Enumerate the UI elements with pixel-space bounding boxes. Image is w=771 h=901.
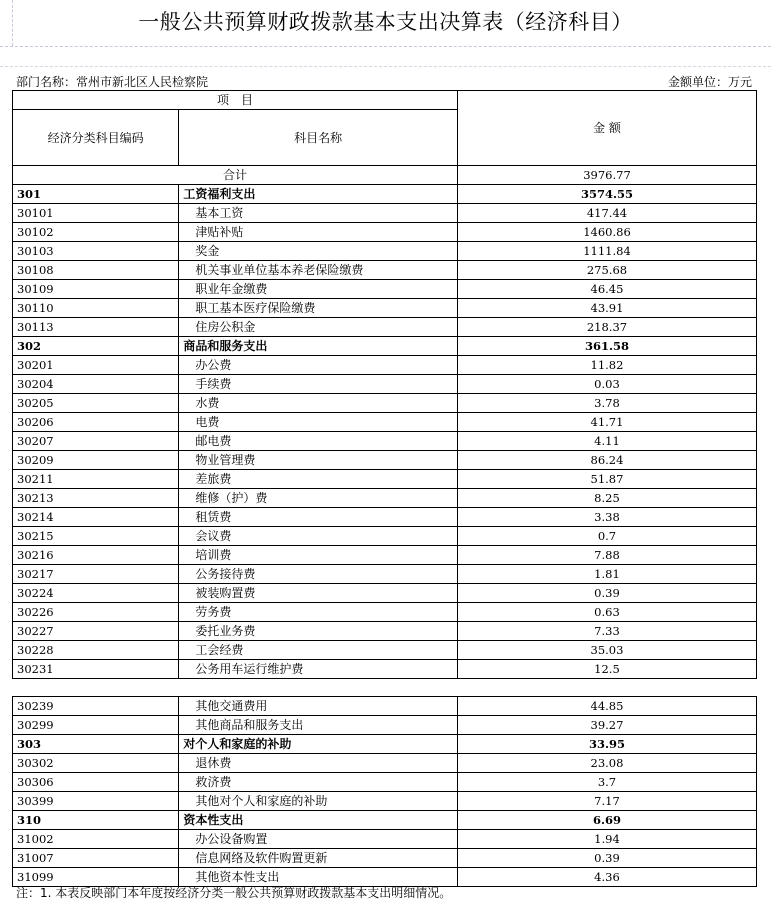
row-name: 基本工资 xyxy=(179,204,458,223)
table-row xyxy=(13,830,757,849)
row-code: 30228 xyxy=(13,641,179,660)
row-code: 30231 xyxy=(13,660,179,679)
table-row xyxy=(13,394,757,413)
row-name: 劳务费 xyxy=(179,603,458,622)
row-amount: 23.08 xyxy=(457,754,756,773)
row-amount: 33.95 xyxy=(457,735,756,754)
row-name: 手续费 xyxy=(179,375,458,394)
page-title: 一般公共预算财政拨款基本支出决算表（经济科目） xyxy=(138,10,633,34)
row-amount: 43.91 xyxy=(457,299,756,318)
row-name: 其他对个人和家庭的补助 xyxy=(179,792,458,811)
table-row xyxy=(13,451,757,470)
row-code: 30101 xyxy=(13,204,179,223)
table-row xyxy=(13,716,757,735)
row-amount: 1.81 xyxy=(457,565,756,584)
row-name: 水费 xyxy=(179,394,458,413)
row-amount: 0.63 xyxy=(457,603,756,622)
row-code: 30205 xyxy=(13,394,179,413)
row-name: 住房公积金 xyxy=(179,318,458,337)
row-amount: 39.27 xyxy=(457,716,756,735)
table-row xyxy=(13,204,757,223)
row-amount: 4.36 xyxy=(457,868,756,887)
table-row xyxy=(13,280,757,299)
row-code: 31007 xyxy=(13,849,179,868)
table-row xyxy=(13,754,757,773)
row-amount: 0.7 xyxy=(457,527,756,546)
row-code: 30109 xyxy=(13,280,179,299)
row-amount: 3.38 xyxy=(457,508,756,527)
header-name: 科目名称 xyxy=(179,110,458,166)
row-amount: 7.33 xyxy=(457,622,756,641)
row-name: 租赁费 xyxy=(179,508,458,527)
row-name: 津贴补贴 xyxy=(179,223,458,242)
row-name: 公务接待费 xyxy=(179,565,458,584)
total-label: 合计 xyxy=(13,166,458,185)
row-code: 30224 xyxy=(13,584,179,603)
row-amount: 0.39 xyxy=(457,584,756,603)
row-code: 30239 xyxy=(13,697,179,716)
row-amount: 361.58 xyxy=(457,337,756,356)
row-code: 301 xyxy=(13,185,179,204)
row-amount: 7.88 xyxy=(457,546,756,565)
table-row xyxy=(13,792,757,811)
row-code: 30206 xyxy=(13,413,179,432)
row-code: 30214 xyxy=(13,508,179,527)
row-amount: 1.94 xyxy=(457,830,756,849)
table-row xyxy=(13,735,757,754)
title-bar xyxy=(0,0,771,47)
table-row xyxy=(13,413,757,432)
row-amount: 8.25 xyxy=(457,489,756,508)
table-row xyxy=(13,849,757,868)
row-name: 工会经费 xyxy=(179,641,458,660)
table-row xyxy=(13,318,757,337)
row-amount: 1460.86 xyxy=(457,223,756,242)
row-code: 31002 xyxy=(13,830,179,849)
table-row xyxy=(13,375,757,394)
row-name: 其他交通费用 xyxy=(179,697,458,716)
row-amount: 12.5 xyxy=(457,660,756,679)
row-code: 310 xyxy=(13,811,179,830)
row-code: 30110 xyxy=(13,299,179,318)
table-row xyxy=(13,527,757,546)
footnote: 注：1. 本表反映部门本年度按经济分类一般公共预算财政拨款基本支出明细情况。 xyxy=(16,886,452,900)
row-name: 奖金 xyxy=(179,242,458,261)
row-code: 30226 xyxy=(13,603,179,622)
total-row xyxy=(13,166,757,185)
row-code: 303 xyxy=(13,735,179,754)
row-amount: 0.03 xyxy=(457,375,756,394)
row-amount: 41.71 xyxy=(457,413,756,432)
row-name: 救济费 xyxy=(179,773,458,792)
row-amount: 275.68 xyxy=(457,261,756,280)
table-row xyxy=(13,697,757,716)
table-row xyxy=(13,603,757,622)
row-code: 30204 xyxy=(13,375,179,394)
row-code: 30299 xyxy=(13,716,179,735)
row-name: 物业管理费 xyxy=(179,451,458,470)
row-amount: 7.17 xyxy=(457,792,756,811)
row-code: 30306 xyxy=(13,773,179,792)
row-name: 工资福利支出 xyxy=(179,185,458,204)
table-row xyxy=(13,432,757,451)
table-row xyxy=(13,489,757,508)
row-amount: 6.69 xyxy=(457,811,756,830)
row-code: 30215 xyxy=(13,527,179,546)
row-code: 30113 xyxy=(13,318,179,337)
table-row xyxy=(13,508,757,527)
row-name: 职业年金缴费 xyxy=(179,280,458,299)
row-amount: 44.85 xyxy=(457,697,756,716)
table-row xyxy=(13,660,757,679)
header-item: 项 目 xyxy=(13,91,458,110)
row-name: 商品和服务支出 xyxy=(179,337,458,356)
table-row xyxy=(13,185,757,204)
row-amount: 0.39 xyxy=(457,849,756,868)
table-row xyxy=(13,773,757,792)
table-row xyxy=(13,546,757,565)
row-name: 培训费 xyxy=(179,546,458,565)
row-amount: 35.03 xyxy=(457,641,756,660)
table-header-row xyxy=(13,91,757,110)
row-amount: 1111.84 xyxy=(457,242,756,261)
table-row xyxy=(13,223,757,242)
unit-label: 金额单位：万元 xyxy=(667,75,752,89)
row-name: 其他商品和服务支出 xyxy=(179,716,458,735)
row-code: 30108 xyxy=(13,261,179,280)
table-row xyxy=(13,261,757,280)
row-code: 30216 xyxy=(13,546,179,565)
row-amount: 3.7 xyxy=(457,773,756,792)
row-amount: 46.45 xyxy=(457,280,756,299)
row-name: 其他资本性支出 xyxy=(179,868,458,887)
table-row xyxy=(13,242,757,261)
header-amount: 金 额 xyxy=(457,91,756,166)
row-amount: 3574.55 xyxy=(457,185,756,204)
table-row xyxy=(13,622,757,641)
table-row xyxy=(13,811,757,830)
table-row xyxy=(13,356,757,375)
row-amount: 4.11 xyxy=(457,432,756,451)
row-code: 30399 xyxy=(13,792,179,811)
row-name: 对个人和家庭的补助 xyxy=(179,735,458,754)
row-name: 信息网络及软件购置更新 xyxy=(179,849,458,868)
table-row xyxy=(13,565,757,584)
total-amount: 3976.77 xyxy=(457,166,756,185)
table-row xyxy=(13,641,757,660)
row-name: 邮电费 xyxy=(179,432,458,451)
row-name: 电费 xyxy=(179,413,458,432)
row-name: 委托业务费 xyxy=(179,622,458,641)
row-amount: 218.37 xyxy=(457,318,756,337)
row-name: 差旅费 xyxy=(179,470,458,489)
row-name: 被装购置费 xyxy=(179,584,458,603)
table-row xyxy=(13,470,757,489)
row-code: 30302 xyxy=(13,754,179,773)
expenditure-table-continued xyxy=(12,696,757,887)
table-row xyxy=(13,584,757,603)
row-code: 30102 xyxy=(13,223,179,242)
row-code: 30227 xyxy=(13,622,179,641)
row-code: 302 xyxy=(13,337,179,356)
row-name: 职工基本医疗保险缴费 xyxy=(179,299,458,318)
row-amount: 51.87 xyxy=(457,470,756,489)
row-code: 30213 xyxy=(13,489,179,508)
department-label: 部门名称：常州市新北区人民检察院 xyxy=(16,75,209,89)
row-code: 30217 xyxy=(13,565,179,584)
row-name: 会议费 xyxy=(179,527,458,546)
table-row xyxy=(13,299,757,318)
expenditure-table xyxy=(12,90,757,679)
row-name: 公务用车运行维护费 xyxy=(179,660,458,679)
row-code: 30207 xyxy=(13,432,179,451)
row-name: 退休费 xyxy=(179,754,458,773)
header-code: 经济分类科目编码 xyxy=(13,110,179,166)
row-code: 30201 xyxy=(13,356,179,375)
row-code: 30103 xyxy=(13,242,179,261)
row-name: 办公设备购置 xyxy=(179,830,458,849)
row-name: 机关事业单位基本养老保险缴费 xyxy=(179,261,458,280)
table-row xyxy=(13,337,757,356)
page-divider xyxy=(0,66,771,73)
row-name: 办公费 xyxy=(179,356,458,375)
row-name: 资本性支出 xyxy=(179,811,458,830)
row-amount: 3.78 xyxy=(457,394,756,413)
row-amount: 11.82 xyxy=(457,356,756,375)
row-name: 维修（护）费 xyxy=(179,489,458,508)
row-amount: 86.24 xyxy=(457,451,756,470)
row-code: 30211 xyxy=(13,470,179,489)
page-break-gap xyxy=(0,686,771,696)
row-code: 30209 xyxy=(13,451,179,470)
row-code: 31099 xyxy=(13,868,179,887)
row-amount: 417.44 xyxy=(457,204,756,223)
